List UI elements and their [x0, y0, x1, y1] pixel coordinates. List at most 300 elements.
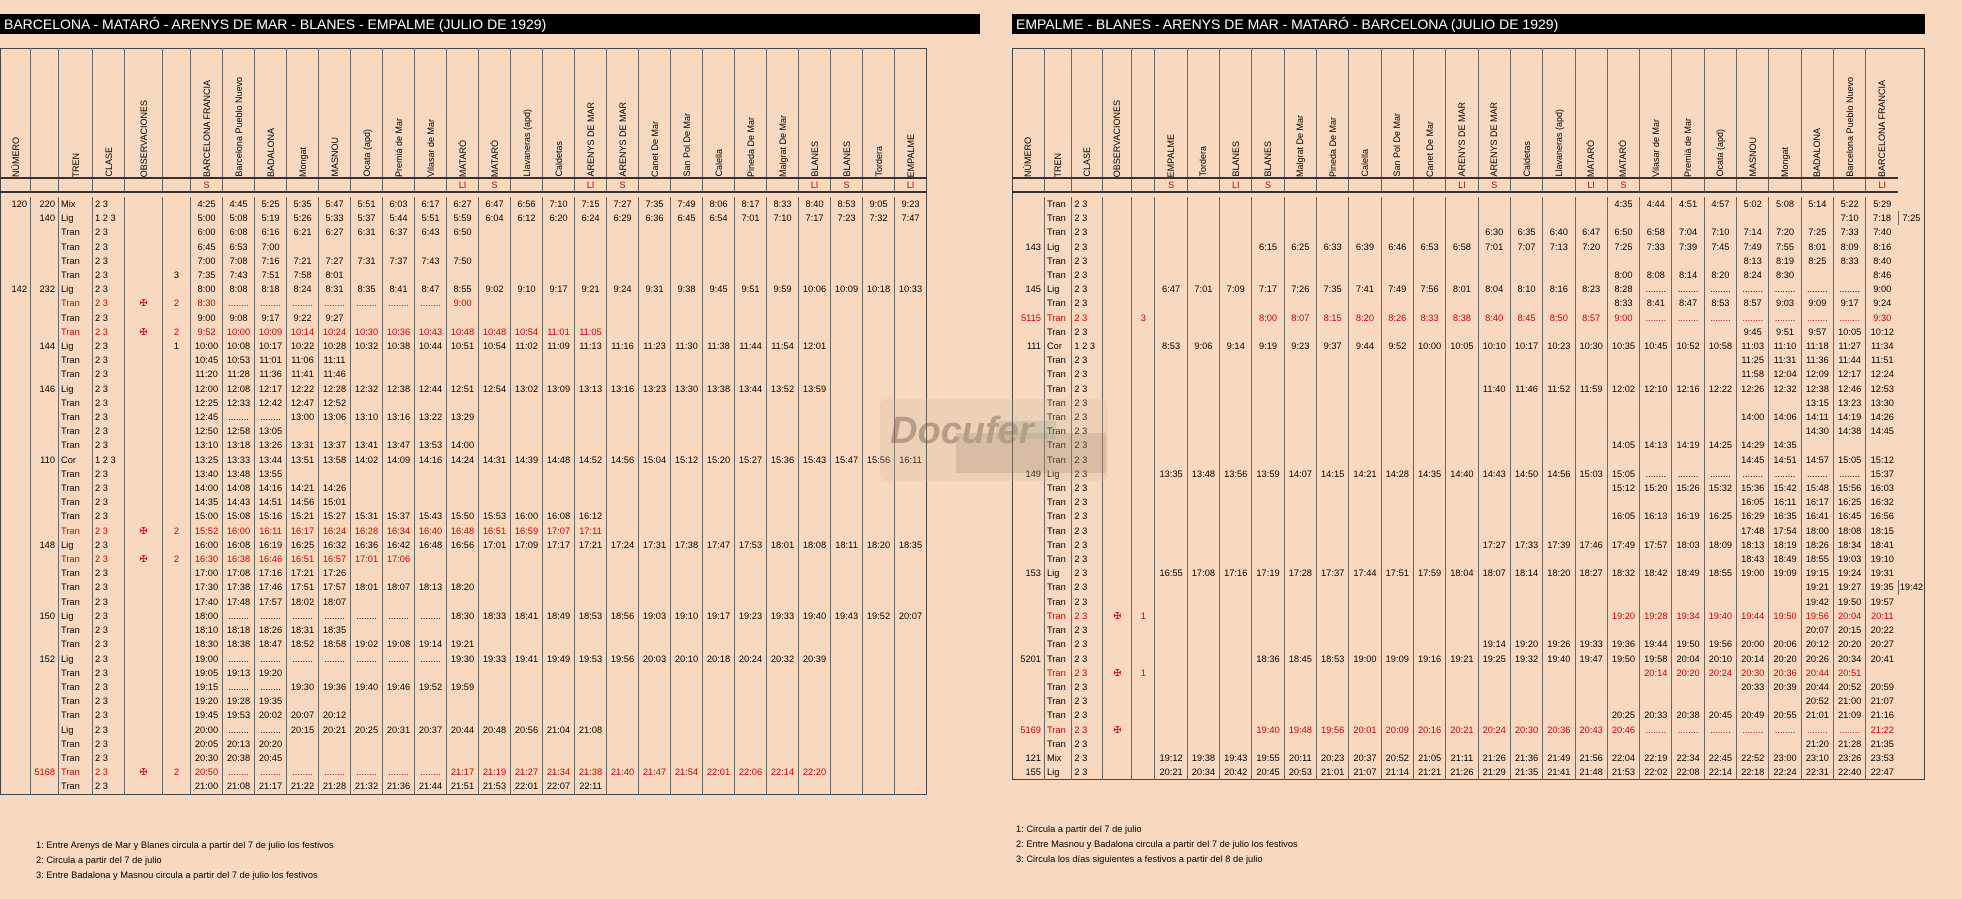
timetable-cell: 16:41	[1801, 509, 1833, 523]
timetable-cell: 8:47	[415, 282, 447, 296]
timetable-cell	[1187, 396, 1219, 410]
timetable-cell	[543, 623, 575, 637]
timetable-cell: 17:31	[639, 538, 671, 552]
timetable-cell	[1220, 367, 1252, 381]
timetable-cell	[895, 339, 927, 353]
timetable-cell: 14:00	[191, 481, 223, 495]
right-col-label: CLASE	[1082, 147, 1093, 177]
timetable-cell	[1284, 197, 1316, 211]
timetable-cell: 11:59	[1575, 382, 1607, 396]
timetable-cell: 19:15	[1801, 566, 1833, 580]
timetable-cell	[125, 538, 163, 552]
timetable-cell	[543, 694, 575, 708]
timetable-cell	[1317, 666, 1349, 680]
timetable-cell: 18:02	[287, 595, 319, 609]
timetable-cell: 21:27	[511, 765, 543, 779]
timetable-cell: 7:13	[1543, 240, 1575, 254]
timetable-cell	[575, 566, 607, 580]
timetable-cell	[1317, 382, 1349, 396]
right-station-mark	[1349, 178, 1381, 192]
timetable-cell	[863, 708, 895, 722]
timetable-cell: 17:28	[1284, 566, 1316, 580]
timetable-cell	[895, 652, 927, 666]
timetable-cell: 152	[31, 652, 59, 666]
right-col-label: BARCELONA FRANCIA	[1877, 79, 1888, 177]
timetable-cell: 12:25	[191, 396, 223, 410]
timetable-cell	[671, 779, 703, 794]
timetable-cell: 19:52	[863, 609, 895, 623]
timetable-cell: ........	[287, 296, 319, 310]
timetable-cell: 13:26	[255, 438, 287, 452]
timetable-cell	[1413, 737, 1445, 751]
timetable-cell	[1349, 580, 1381, 594]
timetable-cell: Tran	[59, 424, 93, 438]
timetable-cell: 11:03	[1737, 339, 1769, 353]
timetable-cell: 2 3	[1072, 467, 1103, 481]
timetable-cell: 14:57	[1801, 453, 1833, 467]
left-table	[0, 48, 927, 795]
timetable-cell	[1187, 737, 1219, 751]
right-col-header	[1478, 49, 1510, 179]
timetable-cell	[831, 779, 863, 794]
timetable-cell: 14:43	[223, 495, 255, 509]
timetable-cell: 6:43	[415, 225, 447, 239]
timetable-cell: 10:53	[223, 353, 255, 367]
table-row	[1, 424, 927, 438]
timetable-cell: 16:05	[1737, 495, 1769, 509]
timetable-cell: 20:45	[1252, 765, 1284, 780]
timetable-cell: 17:57	[1640, 538, 1672, 552]
timetable-cell	[671, 680, 703, 694]
timetable-cell: 22:34	[1672, 751, 1704, 765]
timetable-cell: 12:09	[1801, 367, 1833, 381]
timetable-cell	[671, 566, 703, 580]
timetable-cell: 2 3	[93, 765, 125, 779]
timetable-cell	[863, 737, 895, 751]
left-col-label: ARENYS DE MAR	[617, 102, 628, 177]
timetable-cell	[703, 552, 735, 566]
timetable-cell	[1478, 396, 1510, 410]
timetable-cell	[1769, 424, 1801, 438]
timetable-cell	[1, 595, 31, 609]
timetable-cell	[607, 353, 639, 367]
timetable-cell: 4:45	[223, 197, 255, 211]
timetable-cell	[735, 694, 767, 708]
timetable-cell	[1284, 225, 1316, 239]
timetable-cell	[1252, 481, 1284, 495]
timetable-cell: 5:47	[319, 197, 351, 211]
timetable-cell	[1672, 737, 1704, 751]
timetable-cell	[703, 367, 735, 381]
timetable-cell	[447, 708, 479, 722]
timetable-cell	[639, 680, 671, 694]
timetable-cell: Tran	[59, 509, 93, 523]
timetable-cell	[735, 509, 767, 523]
table-row	[1013, 580, 1925, 594]
timetable-cell	[831, 438, 863, 452]
timetable-cell	[1220, 240, 1252, 254]
timetable-cell: 11:01	[255, 353, 287, 367]
timetable-cell	[1013, 666, 1045, 680]
timetable-cell	[1220, 666, 1252, 680]
timetable-cell: 19:46	[383, 680, 415, 694]
timetable-cell: 10:36	[383, 325, 415, 339]
timetable-cell: 20:51	[1834, 666, 1866, 680]
timetable-cell: ........	[319, 609, 351, 623]
right-col-header	[1155, 49, 1187, 179]
table-row	[1013, 268, 1925, 282]
timetable-cell	[735, 296, 767, 310]
timetable-cell: ........	[1737, 311, 1769, 325]
left-col-header	[191, 49, 223, 179]
timetable-cell: 19:40	[1252, 723, 1284, 737]
timetable-cell: 2 3	[1072, 268, 1103, 282]
timetable-cell	[1155, 225, 1187, 239]
timetable-cell	[1317, 453, 1349, 467]
timetable-cell	[31, 623, 59, 637]
timetable-cell: 16:00	[191, 538, 223, 552]
timetable-cell: 7:23	[831, 211, 863, 225]
timetable-cell	[1317, 595, 1349, 609]
timetable-cell: 15:16	[255, 509, 287, 523]
timetable-cell	[163, 637, 191, 651]
timetable-cell	[1510, 609, 1542, 623]
timetable-cell	[1, 694, 31, 708]
timetable-cell	[1317, 481, 1349, 495]
timetable-cell: 12:04	[1769, 367, 1801, 381]
timetable-cell	[163, 652, 191, 666]
timetable-cell	[543, 225, 575, 239]
timetable-cell	[767, 467, 799, 481]
timetable-cell: 18:53	[1317, 652, 1349, 666]
timetable-cell: 19:35	[1866, 580, 1898, 594]
timetable-cell	[1413, 396, 1445, 410]
timetable-cell: 22:08	[1672, 765, 1704, 780]
timetable-cell	[447, 595, 479, 609]
timetable-cell: 8:53	[1155, 339, 1187, 353]
right-col-label: Tordera	[1198, 146, 1209, 177]
timetable-cell: 18:49	[1672, 566, 1704, 580]
timetable-cell	[1187, 240, 1219, 254]
timetable-cell: 18:56	[607, 609, 639, 623]
left-col-header	[447, 49, 479, 179]
timetable-cell	[1672, 495, 1704, 509]
timetable-cell	[575, 495, 607, 509]
timetable-cell: 5169	[1020, 724, 1041, 735]
timetable-cell	[575, 438, 607, 452]
timetable-cell	[125, 509, 163, 523]
timetable-cell	[1737, 396, 1769, 410]
timetable-cell: 21:17	[255, 779, 287, 794]
timetable-cell	[1, 268, 31, 282]
timetable-cell	[1155, 325, 1187, 339]
timetable-cell: 2 3	[93, 694, 125, 708]
left-station-mark	[287, 178, 319, 192]
timetable-cell	[31, 580, 59, 594]
timetable-cell	[1284, 666, 1316, 680]
table-row	[1, 467, 927, 481]
timetable-cell: 8:08	[1640, 268, 1672, 282]
timetable-cell	[287, 737, 319, 751]
timetable-cell: 21:20	[1801, 737, 1833, 751]
timetable-cell	[1704, 737, 1736, 751]
left-station-mark	[735, 178, 767, 192]
timetable-cell: 6:36	[639, 211, 671, 225]
timetable-cell: Tran	[59, 552, 93, 566]
timetable-cell	[1510, 737, 1542, 751]
timetable-cell: 17:38	[223, 580, 255, 594]
timetable-cell: Mix	[59, 197, 93, 211]
timetable-cell	[1640, 353, 1672, 367]
table-row	[1013, 225, 1925, 239]
left-station-mark: LI	[447, 178, 479, 192]
timetable-cell	[163, 282, 191, 296]
timetable-cell	[799, 325, 831, 339]
timetable-cell: 20:06	[1769, 637, 1801, 651]
timetable-cell: Tran	[59, 268, 93, 282]
timetable-cell	[1103, 751, 1132, 765]
timetable-cell	[1, 765, 31, 779]
timetable-cell	[543, 680, 575, 694]
timetable-cell: 12:22	[1704, 382, 1736, 396]
timetable-cell: 20:25	[351, 723, 383, 737]
timetable-cell: 15:27	[735, 453, 767, 467]
timetable-cell: 19:59	[447, 680, 479, 694]
timetable-cell	[671, 353, 703, 367]
timetable-cell: 16:24	[319, 524, 351, 538]
timetable-cell: 19:20	[1510, 637, 1542, 651]
timetable-cell	[1543, 211, 1575, 225]
timetable-cell	[1575, 211, 1607, 225]
timetable-cell: ........	[383, 296, 415, 310]
timetable-cell	[895, 225, 927, 239]
timetable-cell	[1013, 225, 1045, 239]
timetable-cell	[607, 325, 639, 339]
timetable-cell: 1	[1132, 609, 1155, 623]
timetable-cell	[1381, 367, 1413, 381]
timetable-cell	[1317, 708, 1349, 722]
timetable-cell	[1381, 694, 1413, 708]
left-col-label: NÚMERO	[10, 137, 21, 177]
timetable-cell: Tran	[59, 666, 93, 680]
right-note-3: 3: Circula los días siguientes a festivos a partir del 8 de julio	[1016, 854, 1263, 864]
timetable-cell	[1543, 609, 1575, 623]
timetable-cell	[511, 580, 543, 594]
timetable-cell: 10:05	[1446, 339, 1478, 353]
timetable-cell: 6:29	[607, 211, 639, 225]
timetable-cell	[1672, 524, 1704, 538]
timetable-cell: 150	[31, 609, 59, 623]
timetable-cell: 20:30	[1510, 723, 1542, 737]
timetable-cell: ........	[1704, 467, 1736, 481]
timetable-cell	[671, 481, 703, 495]
timetable-cell: Lig	[59, 652, 93, 666]
timetable-cell	[1284, 410, 1316, 424]
timetable-cell: 11:05	[575, 325, 607, 339]
timetable-cell: 9:59	[767, 282, 799, 296]
timetable-cell	[511, 737, 543, 751]
timetable-cell	[1220, 524, 1252, 538]
left-col-header	[351, 49, 383, 179]
timetable-cell	[511, 566, 543, 580]
timetable-cell	[1478, 524, 1510, 538]
timetable-cell: ........	[319, 296, 351, 310]
timetable-cell: 6:27	[447, 197, 479, 211]
timetable-cell	[31, 737, 59, 751]
timetable-cell	[863, 367, 895, 381]
left-col-label: TREN	[70, 152, 81, 177]
timetable-cell	[543, 424, 575, 438]
left-station-mark	[511, 178, 543, 192]
timetable-cell: 12:32	[351, 382, 383, 396]
timetable-cell: 17:09	[511, 538, 543, 552]
timetable-cell	[1381, 708, 1413, 722]
timetable-cell: 110	[31, 453, 59, 467]
timetable-cell	[383, 353, 415, 367]
timetable-cell: 15:01	[319, 495, 351, 509]
right-station-mark	[1187, 178, 1219, 192]
timetable-cell: 18:41	[1866, 538, 1898, 552]
right-col-header	[1510, 49, 1542, 179]
timetable-cell: 18:00	[1801, 524, 1833, 538]
timetable-cell: 20:38	[1672, 708, 1704, 722]
timetable-cell: 19:27	[1834, 580, 1866, 594]
timetable-cell: 21:01	[1317, 765, 1349, 780]
timetable-cell: 11:38	[703, 339, 735, 353]
timetable-cell: 11:11	[319, 353, 351, 367]
timetable-cell	[767, 424, 799, 438]
right-col-label: San Pol De Mar	[1392, 113, 1403, 177]
timetable-cell	[1446, 410, 1478, 424]
timetable-cell	[799, 410, 831, 424]
timetable-cell	[1543, 666, 1575, 680]
timetable-cell: 8:28	[1607, 282, 1639, 296]
timetable-cell	[1252, 438, 1284, 452]
timetable-cell	[1640, 495, 1672, 509]
timetable-cell	[1, 509, 31, 523]
timetable-cell	[383, 708, 415, 722]
timetable-cell	[1349, 623, 1381, 637]
timetable-cell: 14:56	[607, 453, 639, 467]
timetable-cell: 10:48	[447, 325, 479, 339]
timetable-cell: Lig	[1044, 240, 1071, 254]
right-col-header	[1284, 49, 1316, 179]
timetable-cell	[1381, 580, 1413, 594]
timetable-cell: Tran	[1044, 595, 1071, 609]
timetable-cell: ........	[383, 652, 415, 666]
timetable-cell: 144	[31, 339, 59, 353]
timetable-cell: 14:19	[1672, 438, 1704, 452]
timetable-cell: 2 3	[93, 197, 125, 211]
right-col-label: Canet De Mar	[1424, 120, 1435, 177]
timetable-cell	[863, 296, 895, 310]
timetable-cell	[671, 723, 703, 737]
timetable-cell	[31, 524, 59, 538]
timetable-cell	[1013, 296, 1045, 310]
left-station-mark	[767, 178, 799, 192]
timetable-cell	[1155, 595, 1187, 609]
timetable-cell: 2 3	[1072, 538, 1103, 552]
timetable-cell	[31, 311, 59, 325]
timetable-cell	[1013, 538, 1045, 552]
timetable-cell	[575, 367, 607, 381]
timetable-cell	[895, 708, 927, 722]
timetable-cell	[415, 708, 447, 722]
timetable-cell	[1510, 197, 1542, 211]
timetable-cell	[831, 694, 863, 708]
timetable-cell	[125, 495, 163, 509]
timetable-cell	[511, 438, 543, 452]
left-col-header	[639, 49, 671, 179]
timetable-cell: 2 3	[93, 225, 125, 239]
timetable-cell	[1220, 197, 1252, 211]
timetable-cell	[1013, 609, 1045, 623]
timetable-cell	[671, 552, 703, 566]
timetable-cell: 21:44	[415, 779, 447, 794]
timetable-cell: ✠	[125, 524, 163, 538]
timetable-cell: 18:52	[287, 637, 319, 651]
timetable-cell: 15:31	[351, 509, 383, 523]
timetable-cell	[607, 694, 639, 708]
timetable-cell	[1349, 538, 1381, 552]
timetable-cell	[31, 268, 59, 282]
timetable-cell: 153	[1025, 568, 1041, 579]
timetable-cell	[1801, 211, 1833, 225]
timetable-cell: 2 3	[1072, 751, 1103, 765]
timetable-cell	[1, 240, 31, 254]
timetable-cell	[1413, 495, 1445, 509]
timetable-cell: ........	[1801, 311, 1833, 325]
timetable-cell: 19:00	[191, 652, 223, 666]
table-row	[1, 396, 927, 410]
timetable-cell	[1543, 708, 1575, 722]
timetable-cell: 17:16	[1220, 566, 1252, 580]
timetable-cell: 2 3	[93, 410, 125, 424]
timetable-cell	[671, 296, 703, 310]
timetable-cell	[1478, 453, 1510, 467]
right-station-mark: S	[1478, 178, 1510, 192]
timetable-cell: 16:25	[1704, 509, 1736, 523]
timetable-cell: 19:20	[191, 694, 223, 708]
timetable-cell	[703, 637, 735, 651]
right-col-label: TREN	[1053, 152, 1064, 177]
timetable-cell	[1413, 552, 1445, 566]
timetable-cell: 19:33	[767, 609, 799, 623]
timetable-cell: 6:31	[351, 225, 383, 239]
timetable-cell	[351, 367, 383, 381]
timetable-cell	[351, 566, 383, 580]
left-col-label: Pineda De Mar	[745, 116, 756, 177]
timetable-cell	[575, 666, 607, 680]
timetable-cell: 2 3	[1072, 595, 1103, 609]
timetable-cell: 19:40	[1543, 652, 1575, 666]
timetable-cell	[1672, 680, 1704, 694]
timetable-cell	[1220, 268, 1252, 282]
timetable-cell	[703, 353, 735, 367]
timetable-cell: 18:20	[1543, 566, 1575, 580]
timetable-cell: 20:39	[1769, 680, 1801, 694]
timetable-cell: 2 3	[1072, 367, 1103, 381]
timetable-cell	[1252, 424, 1284, 438]
timetable-cell	[1575, 552, 1607, 566]
timetable-cell: 15:12	[1866, 453, 1898, 467]
timetable-cell	[735, 495, 767, 509]
timetable-cell: 5:02	[1737, 197, 1769, 211]
timetable-cell	[1478, 609, 1510, 623]
timetable-cell	[799, 694, 831, 708]
timetable-cell: 14:24	[447, 453, 479, 467]
timetable-cell	[799, 637, 831, 651]
